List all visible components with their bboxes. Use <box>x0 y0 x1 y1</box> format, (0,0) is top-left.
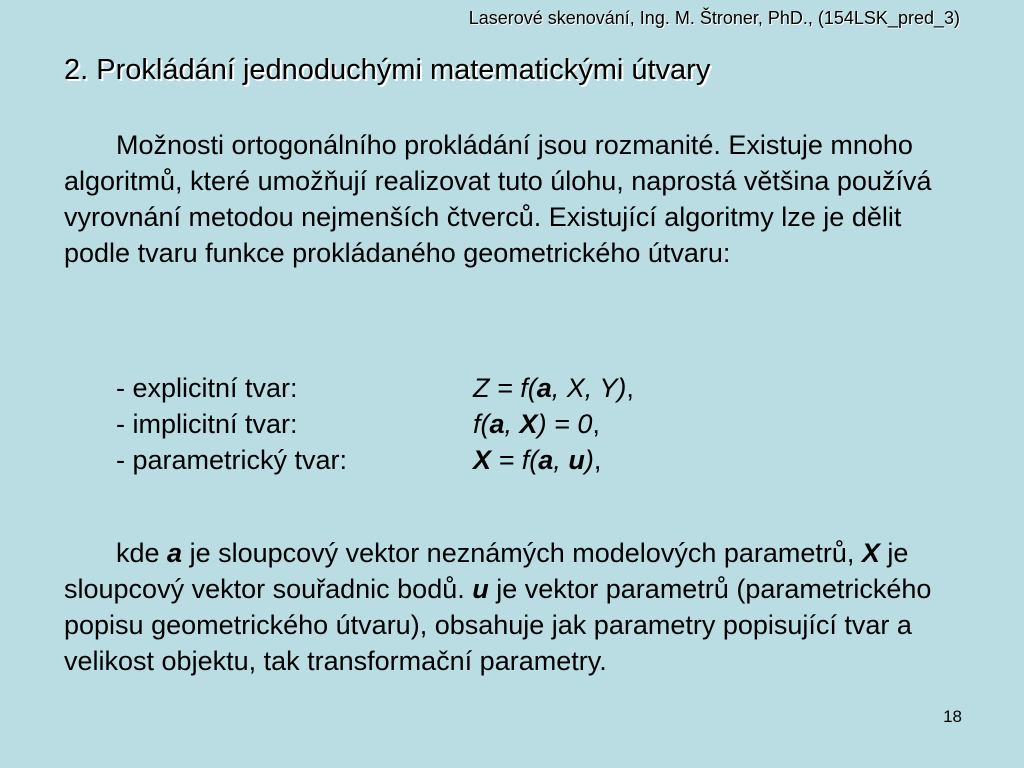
definition-text-4: je vektor parametrů (parametrického popisu geometrického útvaru), obsahuje jak parametry popisující tvar a velikost objektu, tak transformační parametry. <box>64 574 932 676</box>
slide-header: Laserové skenování, Ing. M. Štroner, PhD., (154LSK_pred_3) <box>468 8 960 28</box>
definition-text-2: je sloupcový vektor neznámých modelových parametrů, <box>182 538 862 568</box>
intro-paragraph <box>64 127 944 271</box>
var-a: a <box>167 538 183 568</box>
var-u: u <box>472 574 489 604</box>
formula-comma: , <box>593 445 602 475</box>
formula-var-a: a <box>489 409 505 439</box>
formula-label-explicit: - explicitní tvar: <box>116 373 298 403</box>
definition-text-3: je sloupcový vektor souřadnic bodů. <box>64 538 909 604</box>
definition-paragraph <box>64 535 944 679</box>
definition-text-1: kde <box>116 538 168 568</box>
formula-parametric <box>473 442 601 478</box>
formula-part: , <box>504 409 520 439</box>
formula-var-a: a <box>536 373 552 403</box>
formula-var-X: X <box>519 409 538 439</box>
var-X: X <box>861 538 880 568</box>
formula-part: Z = f( <box>473 373 537 403</box>
intro-paragraph-text: Možnosti ortogonálního prokládání jsou rozmanité. Existuje mnoho algoritmů, které umožňují realizovat tuto úlohu, naprostá většina používá vyrovnání metodou nejmenších čtverců. Existující algoritmy lze je dělit podle tvaru funkce prokládaného geometrického útvaru: <box>64 130 932 268</box>
formula-part: = f( <box>491 445 539 475</box>
formula-part: ) = 0 <box>537 409 593 439</box>
formula-part: , <box>553 445 569 475</box>
formula-var-a: a <box>538 445 554 475</box>
formula-comma: , <box>592 409 600 439</box>
formula-explicit <box>473 370 634 406</box>
formula-comma: , <box>626 373 634 403</box>
formula-var-u: u <box>568 445 585 475</box>
formula-part: , X, Y) <box>551 373 627 403</box>
formula-label-parametric: - parametrický tvar: <box>116 445 348 475</box>
formula-var-X: X <box>473 445 492 475</box>
formula-implicit <box>473 406 600 442</box>
slide-title: 2. Prokládání jednoduchými matematickými útvary <box>64 54 711 86</box>
page-number: 18 <box>943 707 962 726</box>
formula-part: f( <box>473 409 490 439</box>
formula-part: ) <box>584 445 594 475</box>
formula-label-implicit: - implicitní tvar: <box>116 409 298 439</box>
